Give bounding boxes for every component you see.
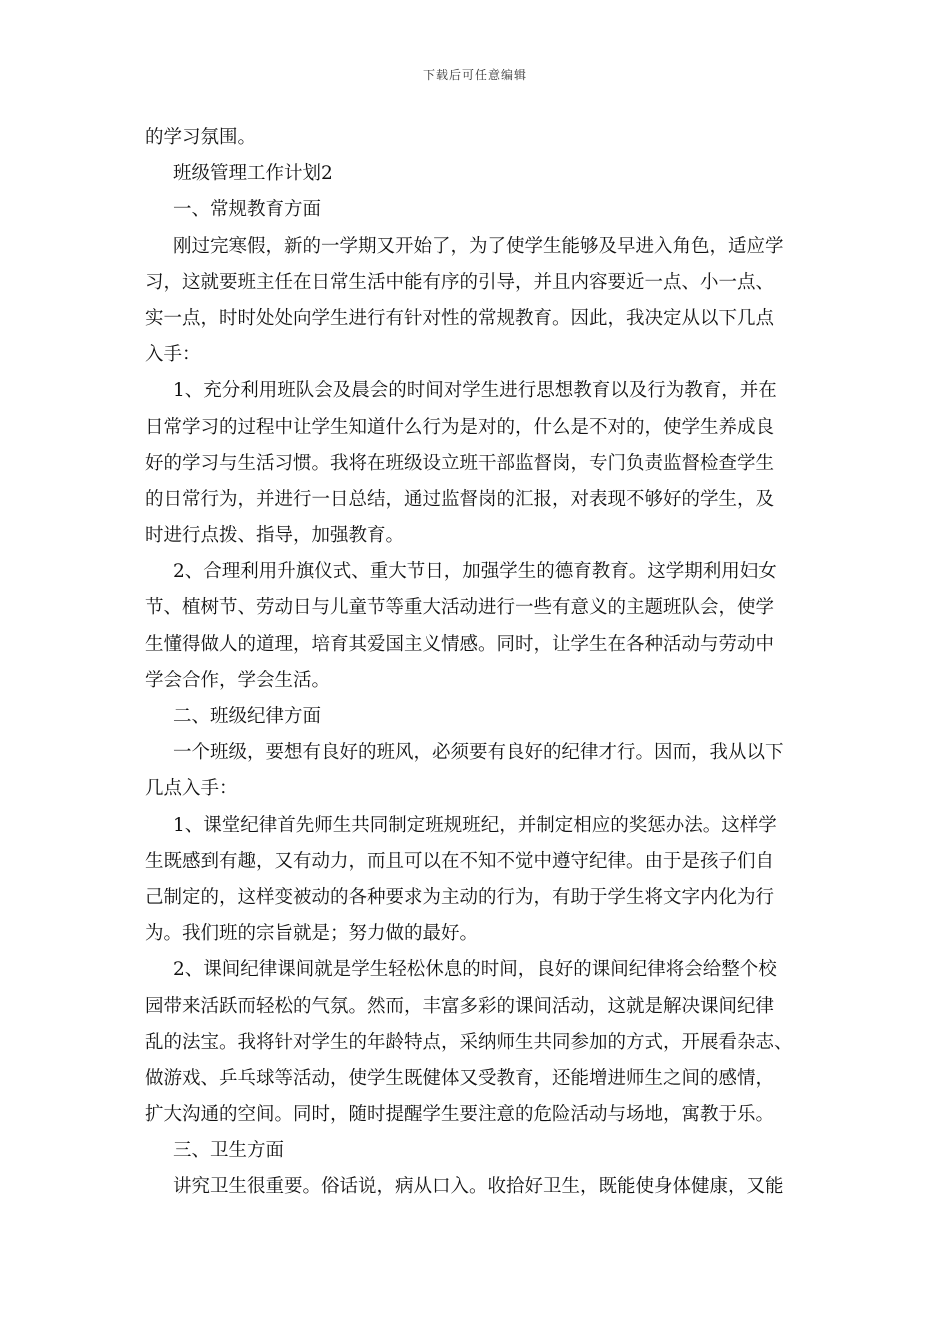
text-line: 生既感到有趣，又有动力，而且可以在不知不觉中遵守纪律。由于是孩子们自 [145, 850, 775, 872]
text-line: 1、课堂纪律首先师生共同制定班规班纪，并制定相应的奖惩办法。这样学 [173, 814, 777, 836]
text-line: 生懂得做人的道理，培育其爱国主义情感。同时，让学生在各种活动与劳动中 [145, 633, 775, 655]
text-line: 节、植树节、劳动日与儿童节等重大活动进行一些有意义的主题班队会，使学 [145, 597, 775, 619]
text-line: 习，这就要班主任在日常生活中能有序的引导，并且内容要近一点、小一点、 [145, 271, 775, 293]
text-line: 日常学习的过程中让学生知道什么行为是对的，什么是不对的，使学生养成良 [145, 416, 775, 438]
text-line: 二、班级纪律方面 [173, 706, 322, 727]
text-line: 的学习氛围。 [145, 127, 257, 148]
text-line: 一个班级，要想有良好的班风，必须要有良好的纪律才行。因而，我从以下 [173, 742, 784, 764]
text-line: 为。我们班的宗旨就是；努力做的最好。 [145, 923, 479, 945]
text-line: 2、课间纪律课间就是学生轻松休息的时间，良好的课间纪律将会给整个校 [173, 959, 777, 981]
text-line: 1、充分利用班队会及晨会的时间对学生进行思想教育以及行为教育，并在 [173, 380, 777, 402]
text-line: 实一点，时时处处向学生进行有针对性的常规教育。因此，我决定从以下几点 [145, 307, 775, 329]
page-header-note: 下载后可任意编辑 [422, 68, 527, 82]
text-line: 扩大沟通的空间。同时，随时提醒学生要注意的危险活动与场地，寓教于乐。 [145, 1104, 775, 1126]
text-line: 时进行点拨、指导，加强教育。 [145, 525, 405, 547]
text-line: 乱的法宝。我将针对学生的年龄特点，采纳师生共同参加的方式，开展看杂志、 [145, 1031, 793, 1053]
text-line: 园带来活跃而轻松的气氛。然而，丰富多彩的课间活动，这就是解决课间纪律 [145, 995, 775, 1017]
text-line: 三、卫生方面 [173, 1140, 285, 1162]
text-line: 学会合作，学会生活。 [145, 669, 331, 691]
text-line: 的日常行为，并进行一日总结，通过监督岗的汇报，对表现不够好的学生，及 [145, 488, 775, 510]
text-line: 2、合理利用升旗仪式、重大节日，加强学生的德育教育。这学期利用妇女 [173, 561, 777, 583]
text-line: 几点入手： [145, 778, 238, 800]
text-line: 刚过完寒假，新的一学期又开始了，为了使学生能够及早进入角色，适应学 [173, 235, 784, 257]
text-line: 己制定的，这样变被动的各种要求为主动的行为，有助于学生将文字内化为行 [145, 886, 775, 908]
text-line: 讲究卫生很重要。俗话说，病从口入。收拾好卫生，既能使身体健康，又能 [173, 1176, 784, 1198]
text-line: 做游戏、乒乓球等活动，使学生既健体又受教育，还能增进师生之间的感情， [145, 1067, 775, 1089]
document-body [145, 120, 825, 1206]
text-line: 入手： [145, 344, 201, 366]
text-line: 一、常规教育方面 [173, 199, 322, 221]
text-line: 班级管理工作计划2 [173, 163, 333, 185]
text-line: 好的学习与生活习惯。我将在班级设立班干部监督岗，专门负责监督检查学生 [145, 452, 775, 474]
